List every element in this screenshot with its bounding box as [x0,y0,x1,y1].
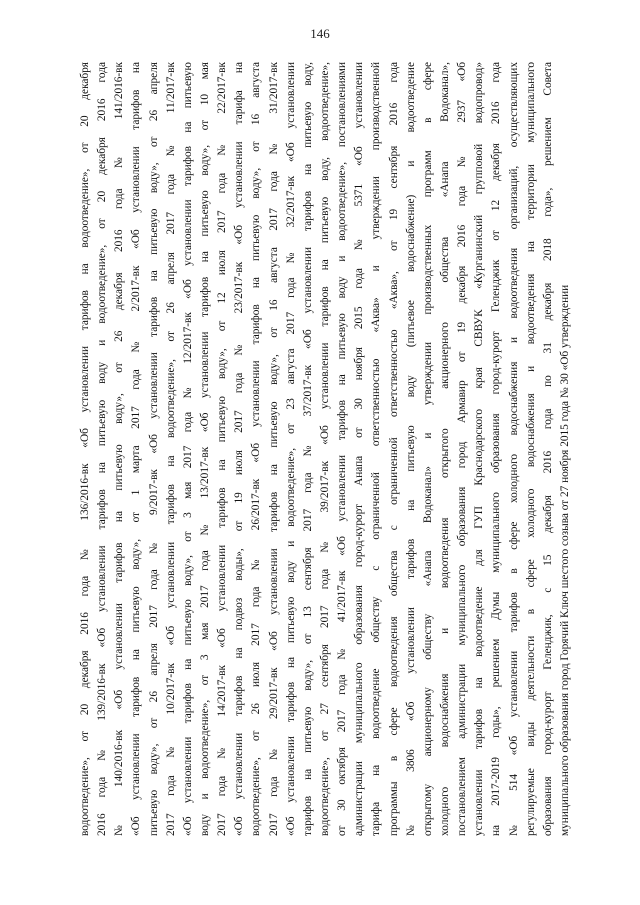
text-line: водоотведение», от 26 июля 2017 года № 26/2017-вк «Об установлении тарифов на питьевую воду», от 16 августа [250,62,263,836]
text-line: 2016 года № 139/2016-вк «Об установлении тарифов на питьевую воду и водоотведение», от 20 декабря 2016 года [96,62,109,836]
text-line: «Об установлении тарифов на питьевую воду и водоотведение», от 23 августа 2017 года № 32/2017-вк «Об установлении [284,62,297,836]
text-line: от 30 октября 2017 года № 41/2017-вк «Об установлении тарифов на питьевую воду и водоотведение», постановлениями [336,62,349,836]
text-line: тарифов на питьевую воду», от 13 сентября 2017 года № 37/2017-вк «Об установлении тарифов на питьевую воду, [301,62,314,836]
text-line: открытому акционерному обществу «Анапа Водоканал» и утверждении производственных программ в сфере [421,62,434,836]
text-line: регулируемые виды деятельности в сфере холодного водоснабжения и водоотведения на территории муниципального [524,62,537,836]
text-line: № 3806 «Об установлении тарифов на питьевую воду (питьевое водоснабжение) и водоотведение [404,62,417,836]
text-line: воду и водоотведение», от 3 мая 2017 года № 13/2017-вк «Об установлении тарифов на питьевую воду», от 10 мая [198,62,211,836]
text-line: установлении тарифов на водоотведение для ГУП Краснодарского края СВВУК «Курганинский групповой водопровод» [473,62,486,836]
text-line: водоотведение», от 20 декабря 2016 года № 136/2016-вк «Об установлении тарифов на водоотведение», от 20 декабря [79,62,91,836]
rotated-text-block [78,62,573,836]
page-number: 146 [310,26,330,41]
text-line: муниципального образования город Горячий Ключ шестого созыва от 27 ноября 2015 года № 30 «Об утверждении [558,284,571,836]
text-line: 2017 года № 10/2017-вк «Об установлении тарифов на водоотведение», от 26 апреля 2017 года № 11/2017-вк [164,62,177,836]
text-line: 2017 года № 14/2017-вк «Об установлении тарифов на питьевую воду», от 12 июля 2017 года № 22/2017-вк [216,62,229,836]
text-line: «Об установлении тарифов на питьевую воду», от 1 марта 2017 года № 2/2017-вк «Об установлении тарифов на [130,62,143,836]
text-line: холодного водоснабжения и водоотведения открытого акционерного общества «Анапа Водоканал», [438,62,451,836]
text-line: на 2017-2019 годы», решением Думы муниципального образования город-курорт Геленджик от 12 декабря 2016 года [490,62,503,836]
text-line: № 140/2016-вк «Об установлении тарифов на питьевую воду», от 26 декабря 2016 года № 141/2016-вк [113,62,126,836]
text-line: питьевую воду», от 26 апреля 2017 года № 9/2017-вк «Об установлении тарифов на питьевую воду», от 26 апреля [147,62,160,836]
text-line: администрации муниципального образования город-курорт Анапа от 30 ноября 2015 года № 5371 «Об установлении [353,62,366,836]
text-line: 2017 года № 29/2017-вк «Об установлении тарифов на питьевую воду», от 16 августа 2017 года № 31/2017-вк [267,62,280,836]
text-line: водоотведение», от 27 сентября 2017 года № 39/2017-вк «Об установлении тарифов на питьевую воду, водоотведение», [318,62,331,836]
text-line: «Об установлении тарифов на подвоз воды», от 19 июля 2017 года № 23/2017-вк «Об установлении тарифа на [233,62,246,836]
text-line: № 514 «Об установлении тарифов в сфере холодного водоснабжения и водоотведения организаций, осуществляющих [507,62,520,836]
text-line: тарифа на водоотведение обществу с ограниченной ответственностью «Аква» и утверждении производственной [370,62,383,836]
text-line: программы в сфере водоотведения общества с ограниченной ответственностью «Аква», от 19 сентября 2016 года [387,62,400,836]
text-line: образования город-курорт Геленджик, с 15 декабря 2016 года по 31 декабря 2018 года», решением Совета [541,62,554,836]
text-line: постановлением администрации муниципального образования город Армавир от 19 декабря 2016 года № 2937 «Об [456,62,469,836]
text-line: «Об установлении тарифов на питьевую воду», от 3 мая 2017 года № 12/2017-вк «Об установлении тарифов на питьевую [181,62,194,836]
